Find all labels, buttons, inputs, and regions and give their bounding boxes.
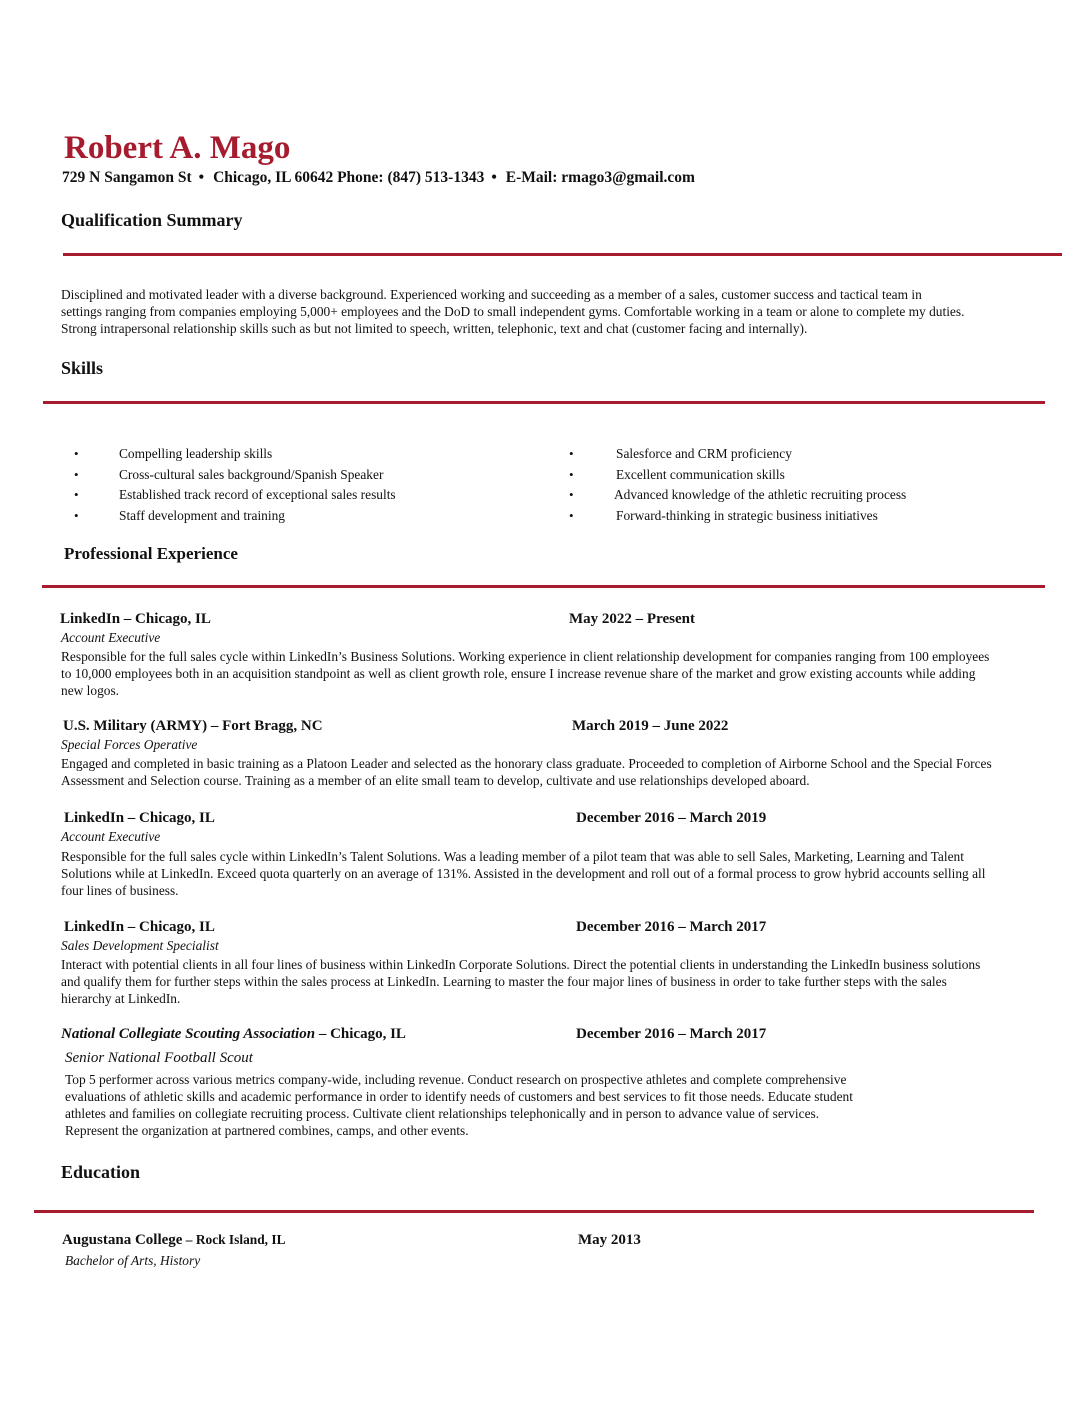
skill-item: Compelling leadership skills	[119, 446, 273, 461]
job-role: Senior National Football Scout	[65, 1050, 253, 1066]
skill-item: Salesforce and CRM proficiency	[616, 446, 792, 461]
skill-item: Cross-cultural sales background/Spanish Speaker	[119, 467, 384, 482]
description-line: evaluations of athletic skills and academic performance in order to identify needs of customers and best services to fit those needs. Educate student	[65, 1089, 853, 1104]
job-role: Special Forces Operative	[61, 737, 198, 752]
job-company: U.S. Military (ARMY) – Fort Bragg, NC	[63, 718, 323, 734]
school-name: Augustana College	[62, 1232, 183, 1248]
section-divider	[34, 1210, 1034, 1213]
description-line: Represent the organization at partnered combines, camps, and other events.	[65, 1123, 469, 1138]
job-company	[61, 1026, 406, 1043]
contact-line	[62, 169, 695, 187]
company-name: National Collegiate Scouting Association	[61, 1026, 316, 1042]
job-description	[65, 1071, 925, 1139]
education-degree: Bachelor of Arts, History	[65, 1253, 201, 1268]
skill-item: Excellent communication skills	[616, 467, 785, 482]
school-location: – Rock Island, IL	[182, 1232, 286, 1247]
job-dates: December 2016 – March 2019	[576, 810, 767, 826]
job-dates: December 2016 – March 2017	[576, 1026, 767, 1042]
job-description	[61, 956, 1071, 1007]
skill-item: Established track record of exceptional sales results	[119, 487, 396, 502]
company-location: – Chicago, IL	[315, 1026, 406, 1042]
description-line: new logos.	[61, 683, 120, 698]
job-dates: March 2019 – June 2022	[572, 718, 729, 734]
summary-heading: Qualification Summary	[61, 210, 243, 230]
job-role: Account Executive	[61, 829, 161, 844]
job-description	[61, 648, 1071, 699]
bullet-icon: •	[74, 446, 79, 461]
education-school	[62, 1232, 286, 1249]
bullet-icon: •	[491, 169, 497, 186]
description-line: four lines of business.	[61, 883, 179, 898]
education-dates: May 2013	[578, 1232, 641, 1248]
description-line: Engaged and completed in basic training as a Platoon Leader and selected as the honorary class graduate. Proceeded to completion of Airborne School and the Special Forces	[61, 756, 992, 771]
description-line: Interact with potential clients in all four lines of business within LinkedIn Corporate Solutions. Direct the potential clients in understanding the LinkedIn business solutions	[61, 957, 981, 972]
email-address: E-Mail: rmago3@gmail.com	[505, 169, 695, 186]
job-dates: May 2022 – Present	[569, 611, 695, 627]
job-company: LinkedIn – Chicago, IL	[60, 611, 211, 627]
description-line: and qualify them for further steps within the sales process at LinkedIn. Learning to master the four major lines of business in order to take further steps with the sales	[61, 974, 947, 989]
description-line: Solutions while at LinkedIn. Exceed quota quarterly on an average of 131%. Assisted in the development and roll out of a formal process to grow hybrid accounts selling all	[61, 866, 986, 881]
bullet-icon: •	[569, 487, 574, 502]
summary-line: Disciplined and motivated leader with a diverse background. Experienced working and succeeding as a member of a sales, customer success and tactical team in	[61, 287, 922, 302]
job-company: LinkedIn – Chicago, IL	[64, 919, 215, 935]
skill-item: Advanced knowledge of the athletic recruiting process	[614, 487, 907, 502]
bullet-icon: •	[569, 446, 574, 461]
job-dates: December 2016 – March 2017	[576, 919, 767, 935]
bullet-icon: •	[74, 487, 79, 502]
education-heading: Education	[61, 1162, 141, 1182]
description-line: Top 5 performer across various metrics company-wide, including revenue. Conduct research on prospective athletes and complete comprehensive	[65, 1072, 847, 1087]
section-divider	[42, 585, 1045, 588]
job-description	[61, 848, 1071, 899]
bullet-icon: •	[198, 169, 205, 186]
skills-heading: Skills	[61, 358, 104, 378]
description-line: Responsible for the full sales cycle within LinkedIn’s Business Solutions. Working experience in client relationship development for companies ranging from 100 employees	[61, 649, 990, 664]
description-line: to 10,000 employees both in an acquisition standpoint as well as client growth role, ensure I increase revenue share of the market and grow existing accounts while adding	[61, 666, 976, 681]
job-role: Account Executive	[61, 630, 161, 645]
section-divider	[63, 253, 1062, 256]
job-role: Sales Development Specialist	[61, 938, 219, 953]
experience-heading: Professional Experience	[64, 544, 238, 563]
section-divider	[43, 401, 1045, 404]
job-company: LinkedIn – Chicago, IL	[64, 810, 215, 826]
summary-line: Strong intrapersonal relationship skills such as but not limited to speech, written, telephonic, text and chat (customer facing and internally).	[61, 321, 808, 336]
city-phone: Chicago, IL 60642 Phone: (847) 513-1343	[213, 169, 485, 186]
bullet-icon: •	[569, 508, 574, 523]
summary-line: settings ranging from companies employing 5,000+ employees and the DoD to small independent gyms. Comfortable working in a team or alone to complete my duties.	[61, 304, 965, 319]
bullet-icon: •	[569, 467, 574, 482]
job-description	[61, 755, 1071, 789]
summary-paragraph	[61, 286, 1071, 337]
bullet-icon: •	[74, 508, 79, 523]
description-line: athletes and families on collegiate recruiting process. Cultivate client relationships telephonically and in person to advance value of services.	[65, 1106, 820, 1121]
skill-item: Staff development and training	[119, 508, 285, 523]
resume-name: Robert A. Mago	[64, 130, 291, 166]
description-line: Responsible for the full sales cycle within LinkedIn’s Talent Solutions. Was a leading member of a pilot team that was able to sell Sales, Marketing, Learning and Talent	[61, 849, 964, 864]
street-address: 729 N Sangamon St	[62, 169, 192, 186]
description-line: hierarchy at LinkedIn.	[61, 991, 181, 1006]
skill-item: Forward-thinking in strategic business initiatives	[616, 508, 878, 523]
bullet-icon: •	[74, 467, 79, 482]
description-line: Assessment and Selection course. Training as a member of an elite small team to develop, cultivate and use relationships developed aboard.	[61, 773, 810, 788]
